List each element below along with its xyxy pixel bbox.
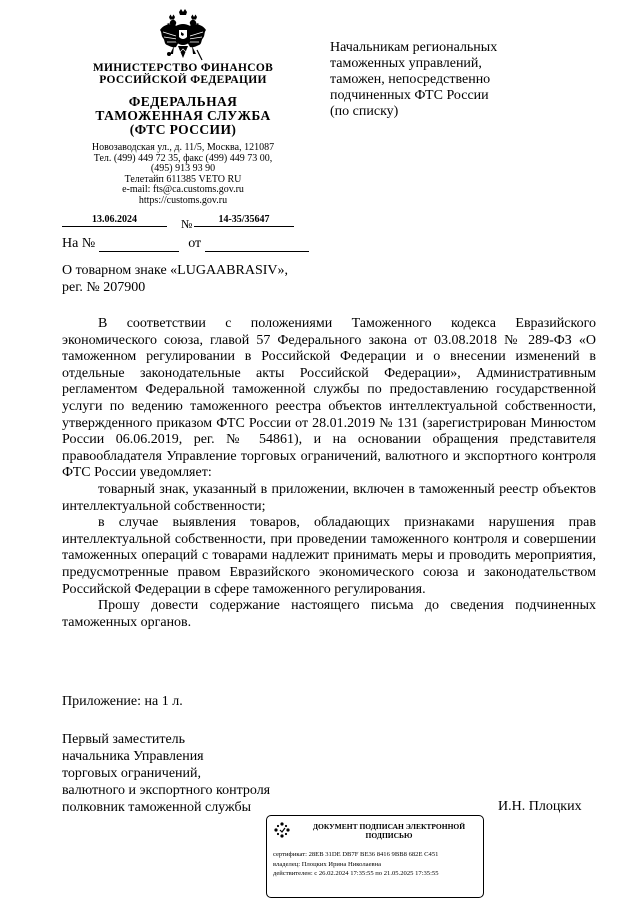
body-paragraph-1: В соответствии с положениями Таможенного кодекса Евразийского экономического союза, главой 57 Федерального закона от 03.08.2018 № 289-ФЗ «О таможенном регулировании в Российской Федерации и о внесении изменений в отдельные законодательные акты Российской Федерации», Административным регламентом Федеральной таможенной службы по предоставлению государственной услуги по ведению таможенного реестра объектов интеллектуальной собственности, утвержденного приказом ФТС России от 28.01.2019 № 131 (зарегистрирован Минюстом России 06.06.2019, рег. № 54861), и на основании обращения представителя правообладателя Управление торговых ограничений, валютного и экспортного контроля ФТС России уведомляет: bbox=[62, 316, 596, 481]
ministry-line-1: МИНИСТЕРСТВО ФИНАНСОВ bbox=[92, 62, 274, 74]
ministry-line-2: РОССИЙСКОЙ ФЕДЕРАЦИИ bbox=[99, 74, 267, 86]
signer-position bbox=[62, 731, 322, 816]
reference-number-blank bbox=[99, 237, 179, 252]
reference-date-blank bbox=[205, 237, 309, 252]
stamp-title bbox=[297, 822, 481, 840]
signer-line-5: полковник таможенной службы bbox=[62, 800, 252, 815]
recipient-line-4: подчиненных ФТС России bbox=[330, 88, 489, 103]
letter-body bbox=[62, 316, 596, 631]
signer-line-2: начальника Управления bbox=[62, 749, 204, 764]
body-paragraph-2: товарный знак, указанный в приложении, включен в таможенный реестр объектов интеллектуальной собственности; bbox=[62, 481, 596, 514]
subject-line-2: рег. № 207900 bbox=[62, 280, 146, 295]
registration-date: 13.06.2024 bbox=[62, 214, 167, 227]
service-line-2: ТАМОЖЕННАЯ СЛУЖБА bbox=[95, 108, 271, 123]
registration-number: 14-35/35647 bbox=[194, 214, 294, 227]
address-line-2: Тел. (499) 449 72 35, факс (499) 449 73 00, bbox=[93, 152, 273, 164]
recipient-line-2: таможенных управлений, bbox=[330, 56, 482, 71]
stamp-title-line-1: ДОКУМЕНТ ПОДПИСАН ЭЛЕКТРОННОЙ bbox=[312, 822, 466, 831]
stamp-details bbox=[273, 850, 483, 879]
reference-line bbox=[62, 236, 309, 252]
signer-line-1: Первый заместитель bbox=[62, 732, 186, 747]
service-name bbox=[60, 95, 306, 137]
digital-signature-icon bbox=[273, 821, 291, 839]
appendix-note: Приложение: на 1 л. bbox=[62, 694, 183, 709]
stamp-owner: владелец: Плоцких Ирина Николаевна bbox=[273, 860, 382, 868]
signer-name: И.Н. Плоцких bbox=[498, 799, 582, 814]
address-line-5: e-mail: fts@ca.customs.gov.ru bbox=[122, 184, 244, 195]
recipient-line-3: таможен, непосредственно bbox=[330, 72, 491, 87]
body-paragraph-4: Прошу довести содержание настоящего письма до сведения подчиненных таможенных органов. bbox=[62, 598, 596, 630]
recipient-line-5: (по списку) bbox=[330, 104, 399, 119]
recipient-line-1: Начальникам региональных bbox=[330, 40, 498, 55]
address-line-6: https://customs.gov.ru bbox=[138, 194, 228, 206]
reference-from: от bbox=[188, 236, 202, 251]
recipient-block bbox=[330, 40, 580, 120]
registration-number-sign: № bbox=[181, 217, 193, 231]
reference-prefix: На № bbox=[62, 236, 96, 251]
electronic-signature-stamp bbox=[266, 815, 484, 898]
signer-line-3: торговых ограничений, bbox=[62, 766, 202, 781]
body-paragraph-3: в случае выявления товаров, обладающих признаками нарушения прав интеллектуальной собственности, при проведении таможенного контроля и совершении таможенных операций с товарами надлежит принимать меры и проводить мероприятия, предусмотренные правом Евразийского экономического союза и законодательством Российской Федерации в сфере таможенного регулирования. bbox=[62, 515, 596, 597]
service-line-3: (ФТС РОССИИ) bbox=[129, 122, 237, 137]
address-line-4: Телетайп 611385 VETO RU bbox=[124, 173, 242, 185]
letter-subject bbox=[62, 262, 322, 296]
registration-date-field bbox=[62, 214, 167, 227]
stamp-title-line-2: ПОДПИСЬЮ bbox=[365, 831, 413, 840]
russian-eagle-emblem-icon bbox=[158, 8, 208, 62]
signer-line-4: валютного и экспортного контроля bbox=[62, 783, 271, 798]
address-line-1: Новозаводская ул., д. 11/5, Москва, 121087 bbox=[91, 142, 275, 153]
subject-line-1: О товарном знаке «LUGAABRASIV», bbox=[62, 263, 289, 278]
service-line-1: ФЕДЕРАЛЬНАЯ bbox=[128, 94, 238, 109]
registration-number-field bbox=[194, 214, 294, 227]
ministry-name bbox=[60, 62, 306, 86]
stamp-validity: действителен: с 26.02.2024 17:35:55 по 21.05.2025 17:35:55 bbox=[273, 870, 439, 877]
sender-address bbox=[60, 143, 306, 206]
stamp-certificate: сертификат: 28EB 31DE DB7F BE36 8416 9BB8 682E C451 bbox=[273, 851, 439, 858]
address-line-3: (495) 913 93 90 bbox=[150, 163, 216, 174]
